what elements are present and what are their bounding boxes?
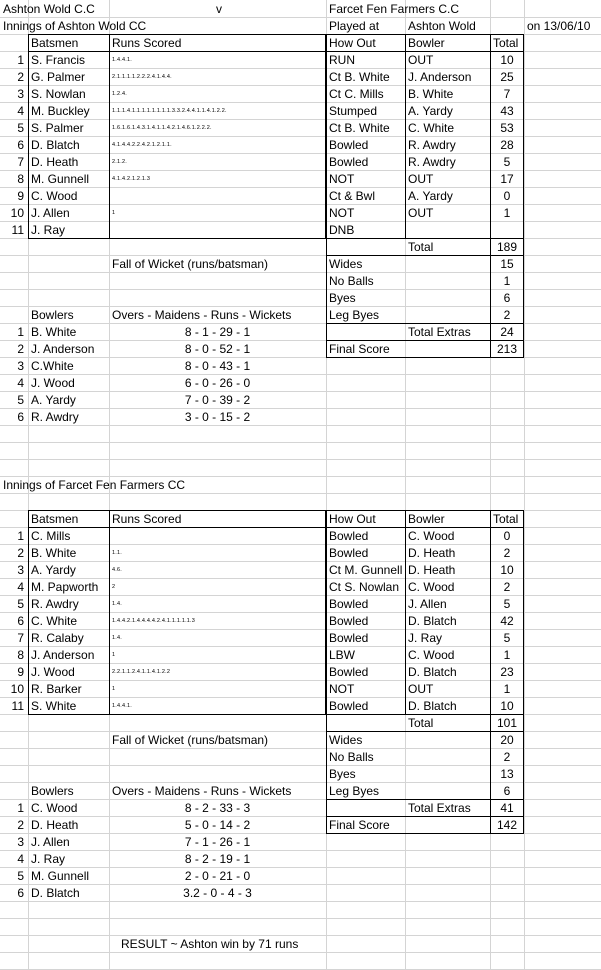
how-out: DNB xyxy=(329,223,355,237)
batsman-number: 10 xyxy=(10,682,24,696)
batsman-number: 2 xyxy=(17,70,24,84)
batsman-number: 4 xyxy=(17,580,24,594)
runs-scored: 2 xyxy=(112,584,116,590)
batsman-number: 10 xyxy=(10,206,24,220)
innings-total: 101 xyxy=(496,716,518,730)
no-balls-label: No Balls xyxy=(329,274,374,288)
bowler-name: R. Awdry xyxy=(31,410,79,424)
gridline-horizontal xyxy=(0,918,601,919)
batsman-name: M. Buckley xyxy=(31,104,90,118)
dismissal-bowler: A. Yardy xyxy=(408,189,453,203)
no-balls-value: 1 xyxy=(503,274,511,288)
dismissal-bowler: OUT xyxy=(408,682,434,696)
home-team-name: Ashton Wold C.C xyxy=(3,2,95,16)
no-balls-value: 2 xyxy=(503,750,511,764)
batsman-name: R. Awdry xyxy=(31,597,79,611)
total-extras-label: Total Extras xyxy=(408,325,471,339)
dismissal-bowler xyxy=(405,222,490,239)
batsman-total: 1 xyxy=(503,648,511,662)
fall-of-wicket-label: Fall of Wicket (runs/batsman) xyxy=(112,257,269,271)
batsman-total xyxy=(490,222,524,239)
how-out: Bowled xyxy=(329,138,369,152)
batsman-name: C. Mills xyxy=(31,529,71,543)
batsman-name: G. Palmer xyxy=(31,70,86,84)
batsman-name: J. Anderson xyxy=(31,648,95,662)
batsman-name: C. White xyxy=(31,614,78,628)
leg-byes-value: 6 xyxy=(503,784,511,798)
bowling-figures: 8 - 0 - 52 - 1 xyxy=(184,342,251,356)
bowler-number: 3 xyxy=(17,359,24,373)
runs-scored: 2.1.2. xyxy=(112,159,127,165)
how-out: NOT xyxy=(329,172,355,186)
batsman-total: 42 xyxy=(500,614,514,628)
innings-title: Innings of Farcet Fen Farmers CC xyxy=(3,478,186,492)
batsman-name: S. Palmer xyxy=(31,121,84,135)
dismissal-bowler: J. Allen xyxy=(408,597,447,611)
batsman-number: 8 xyxy=(17,648,24,662)
dismissal-bowler: C. Wood xyxy=(408,529,455,543)
batsman-name: M. Gunnell xyxy=(31,172,90,186)
dismissal-bowler: C. Wood xyxy=(408,580,455,594)
batsman-name: R. Calaby xyxy=(31,631,84,645)
byes-label: Byes xyxy=(329,291,356,305)
runs-scored: 1.4.4.1. xyxy=(112,703,132,709)
fall-of-wicket-label: Fall of Wicket (runs/batsman) xyxy=(112,733,269,747)
batsman-total: 5 xyxy=(503,597,511,611)
byes-value: 6 xyxy=(503,291,511,305)
wides-value: 15 xyxy=(500,257,514,271)
batsman-number: 6 xyxy=(17,138,24,152)
dismissal-bowler: OUT xyxy=(408,53,434,67)
bowling-figures: 8 - 2 - 19 - 1 xyxy=(184,852,251,866)
bowling-figures: 6 - 0 - 26 - 0 xyxy=(184,376,251,390)
total-extras-label: Total Extras xyxy=(408,801,471,815)
how-out: Ct M. Gunnell xyxy=(329,563,403,577)
batsman-total: 10 xyxy=(500,53,514,67)
bowler-name: C. Wood xyxy=(31,801,78,815)
batsman-total: 1 xyxy=(503,206,511,220)
runs-scored xyxy=(109,528,326,545)
bowler-name: J. Allen xyxy=(31,835,70,849)
how-out: Bowled xyxy=(329,631,369,645)
bowler-number: 1 xyxy=(17,801,24,815)
batsman-total: 5 xyxy=(503,155,511,169)
batsman-total: 28 xyxy=(500,138,514,152)
runs-scored: 1.2.4. xyxy=(112,91,127,97)
dismissal-bowler: D. Blatch xyxy=(408,699,457,713)
how-out: Stumped xyxy=(329,104,378,118)
bowling-figures: 7 - 0 - 39 - 2 xyxy=(184,393,251,407)
bowler-name: D. Heath xyxy=(31,818,79,832)
dismissal-bowler: D. Blatch xyxy=(408,665,457,679)
how-out-header: How Out xyxy=(329,36,376,50)
batsman-total: 2 xyxy=(503,546,511,560)
wides-label: Wides xyxy=(329,733,363,747)
bowler-number: 1 xyxy=(17,325,24,339)
bowler-name: J. Wood xyxy=(31,376,75,390)
runs-scored: 1 xyxy=(112,686,116,692)
how-out: Bowled xyxy=(329,699,369,713)
bowler-number: 5 xyxy=(17,869,24,883)
dismissal-bowler: D. Blatch xyxy=(408,614,457,628)
bowlers-header: Bowlers xyxy=(31,308,74,322)
bowling-figures-header: Overs - Maidens - Runs - Wickets xyxy=(112,784,292,798)
batsman-number: 11 xyxy=(11,223,24,237)
leg-byes-label: Leg Byes xyxy=(329,308,380,322)
dismissal-bowler: OUT xyxy=(408,172,434,186)
runs-scored-header: Runs Scored xyxy=(112,512,182,526)
how-out: NOT xyxy=(329,206,355,220)
bowler-number: 2 xyxy=(17,818,24,832)
dismissal-bowler: D. Heath xyxy=(408,563,456,577)
batsman-name: C. Wood xyxy=(31,189,78,203)
bowling-figures: 8 - 1 - 29 - 1 xyxy=(184,325,251,339)
dismissal-bowler: C. Wood xyxy=(408,648,455,662)
batsman-total: 25 xyxy=(500,70,514,84)
bowler-name: J. Ray xyxy=(31,852,66,866)
batsman-number: 7 xyxy=(17,631,24,645)
how-out-header: How Out xyxy=(329,512,376,526)
runs-scored: 1.4. xyxy=(112,601,122,607)
batsman-name: D. Blatch xyxy=(31,138,80,152)
dismissal-bowler: R. Awdry xyxy=(408,138,456,152)
how-out: Ct & Bwl xyxy=(329,189,376,203)
leg-byes-value: 2 xyxy=(503,308,511,322)
bowler-header: Bowler xyxy=(408,36,445,50)
bowler-number: 5 xyxy=(17,393,24,407)
final-score-value: 213 xyxy=(496,342,518,356)
batsman-total: 43 xyxy=(500,104,514,118)
bowler-number: 4 xyxy=(17,852,24,866)
how-out: RUN xyxy=(329,53,355,67)
runs-scored xyxy=(109,188,326,205)
bowling-figures: 5 - 0 - 14 - 2 xyxy=(184,818,251,832)
dismissal-bowler: OUT xyxy=(408,206,434,220)
batsman-number: 1 xyxy=(17,53,24,67)
bowler-number: 3 xyxy=(17,835,24,849)
batsman-total: 2 xyxy=(503,580,511,594)
batsman-number: 2 xyxy=(17,546,24,560)
innings-total: 189 xyxy=(496,240,518,254)
byes-label: Byes xyxy=(329,767,356,781)
runs-scored: 1.1. xyxy=(112,550,122,556)
batsman-total: 17 xyxy=(500,172,514,186)
batsman-name: S. Nowlan xyxy=(31,87,86,101)
final-score-label: Final Score xyxy=(329,342,390,356)
how-out: Ct C. Mills xyxy=(329,87,384,101)
dismissal-bowler: C. White xyxy=(408,121,455,135)
bowler-name: C.White xyxy=(31,359,74,373)
bowling-figures: 2 - 0 - 21 - 0 xyxy=(184,869,251,883)
how-out: Ct B. White xyxy=(329,70,390,84)
total-extras-value: 24 xyxy=(500,325,514,339)
bowler-header: Bowler xyxy=(408,512,445,526)
ground-name: Ashton Wold xyxy=(408,19,476,33)
how-out: Bowled xyxy=(329,155,369,169)
versus-label: v xyxy=(216,2,222,16)
runs-scored: 1 xyxy=(112,210,116,216)
batsman-total: 1 xyxy=(503,682,511,696)
dismissal-bowler: R. Awdry xyxy=(408,155,456,169)
batsman-number: 3 xyxy=(17,87,24,101)
total-label: Total xyxy=(408,240,434,254)
runs-scored xyxy=(109,222,326,239)
batsman-name: J. Allen xyxy=(31,206,70,220)
innings-title: Innings of Ashton Wold CC xyxy=(3,19,147,33)
bowler-number: 2 xyxy=(17,342,24,356)
batsman-total: 23 xyxy=(500,665,514,679)
runs-scored: 4.1.4.2.1.2.1.3 xyxy=(112,176,151,182)
batsman-name: J. Wood xyxy=(31,665,75,679)
played-at-label: Played at xyxy=(329,19,380,33)
wides-label: Wides xyxy=(329,257,363,271)
how-out: LBW xyxy=(329,648,356,662)
bowler-number: 4 xyxy=(17,376,24,390)
batsmen-header: Batsmen xyxy=(31,36,79,50)
batsman-total: 0 xyxy=(503,529,511,543)
batsman-total: 10 xyxy=(500,699,514,713)
bowler-name: D. Blatch xyxy=(31,886,80,900)
batsman-total: 10 xyxy=(500,563,514,577)
how-out: Bowled xyxy=(329,614,369,628)
bowler-number: 6 xyxy=(17,410,24,424)
batsman-name: A. Yardy xyxy=(31,563,76,577)
runs-scored: 1 xyxy=(112,652,116,658)
runs-scored: 4.1.4.4.2.2.4.2.1.2.1.1. xyxy=(112,142,172,148)
total-label: Total xyxy=(408,716,434,730)
runs-scored: 1.4.4.2.1.4.4.4.4.2.4.1.1.1.1.1.3 xyxy=(112,618,196,624)
batsman-total: 7 xyxy=(503,87,511,101)
batsmen-header: Batsmen xyxy=(31,512,79,526)
gridline-horizontal xyxy=(0,442,601,443)
total-header: Total xyxy=(493,512,519,526)
byes-value: 13 xyxy=(500,767,514,781)
final-score-label: Final Score xyxy=(329,818,390,832)
bowling-figures: 7 - 1 - 26 - 1 xyxy=(184,835,251,849)
dismissal-bowler: A. Yardy xyxy=(408,104,453,118)
dismissal-bowler: D. Heath xyxy=(408,546,456,560)
batsman-number: 5 xyxy=(17,597,24,611)
batsman-number: 7 xyxy=(17,155,24,169)
bowling-figures: 8 - 0 - 43 - 1 xyxy=(184,359,251,373)
runs-scored: 1.4. xyxy=(112,635,122,641)
batsman-number: 9 xyxy=(17,189,24,203)
bowling-figures: 3 - 0 - 15 - 2 xyxy=(184,410,251,424)
bowling-figures: 8 - 2 - 33 - 3 xyxy=(184,801,251,815)
batsman-number: 8 xyxy=(17,172,24,186)
batsman-name: B. White xyxy=(31,546,77,560)
how-out: Bowled xyxy=(329,665,369,679)
batsman-name: M. Papworth xyxy=(31,580,99,594)
runs-scored: 1.6.1.6.1.4.3.1.4.1.1.4.2.1.4.6.1.2.2.2. xyxy=(112,125,212,131)
batsman-number: 11 xyxy=(11,699,24,713)
how-out: NOT xyxy=(329,682,355,696)
how-out: Ct B. White xyxy=(329,121,390,135)
dismissal-bowler: J. Ray xyxy=(408,631,443,645)
wides-value: 20 xyxy=(500,733,514,747)
gridline-horizontal xyxy=(0,459,601,460)
batsman-total: 0 xyxy=(503,189,511,203)
match-result: RESULT ~ Ashton win by 71 runs xyxy=(121,937,299,951)
bowling-figures: 3.2 - 0 - 4 - 3 xyxy=(183,886,252,900)
bowlers-header: Bowlers xyxy=(31,784,74,798)
batsman-total: 53 xyxy=(500,121,514,135)
batsman-name: J. Ray xyxy=(31,223,66,237)
batsman-number: 4 xyxy=(17,104,24,118)
batsman-number: 5 xyxy=(17,121,24,135)
dismissal-bowler: B. White xyxy=(408,87,454,101)
batsman-number: 9 xyxy=(17,665,24,679)
batsman-name: S. White xyxy=(31,699,77,713)
batsman-number: 3 xyxy=(17,563,24,577)
no-balls-label: No Balls xyxy=(329,750,374,764)
match-date: on 13/06/10 xyxy=(527,19,591,33)
total-header: Total xyxy=(493,36,519,50)
bowler-name: A. Yardy xyxy=(31,393,76,407)
batsman-number: 1 xyxy=(17,529,24,543)
runs-scored: 4.6. xyxy=(112,567,122,573)
bowling-figures-header: Overs - Maidens - Runs - Wickets xyxy=(112,308,292,322)
batsman-total: 5 xyxy=(503,631,511,645)
gridline-vertical xyxy=(524,0,525,970)
dismissal-bowler: J. Anderson xyxy=(408,70,472,84)
runs-scored: 1.4.4.1. xyxy=(112,57,132,63)
final-score-value: 142 xyxy=(496,818,518,832)
leg-byes-label: Leg Byes xyxy=(329,784,380,798)
how-out: Bowled xyxy=(329,546,369,560)
how-out: Bowled xyxy=(329,529,369,543)
bowler-name: M. Gunnell xyxy=(31,869,90,883)
bowler-name: B. White xyxy=(31,325,77,339)
batsman-name: D. Heath xyxy=(31,155,79,169)
batsman-number: 6 xyxy=(17,614,24,628)
away-team-name: Farcet Fen Farmers C.C xyxy=(329,2,460,16)
runs-scored-header: Runs Scored xyxy=(112,36,182,50)
runs-scored: 2.1.1.1.1.2.2.2.4.1.4.4. xyxy=(112,74,172,80)
total-extras-value: 41 xyxy=(500,801,514,815)
bowler-name: J. Anderson xyxy=(31,342,95,356)
runs-scored: 1.1.1.4.1.1.1.1.1.1.1.1.3.3.2.4.4.1.1.4.1.2.2. xyxy=(112,108,227,114)
batsman-name: S. Francis xyxy=(31,53,86,67)
runs-scored: 2.2.1.1.2.4.1.1.4.1.2.2 xyxy=(112,669,171,675)
how-out: Ct S. Nowlan xyxy=(329,580,400,594)
batsman-name: R. Barker xyxy=(31,682,82,696)
bowler-number: 6 xyxy=(17,886,24,900)
how-out: Bowled xyxy=(329,597,369,611)
